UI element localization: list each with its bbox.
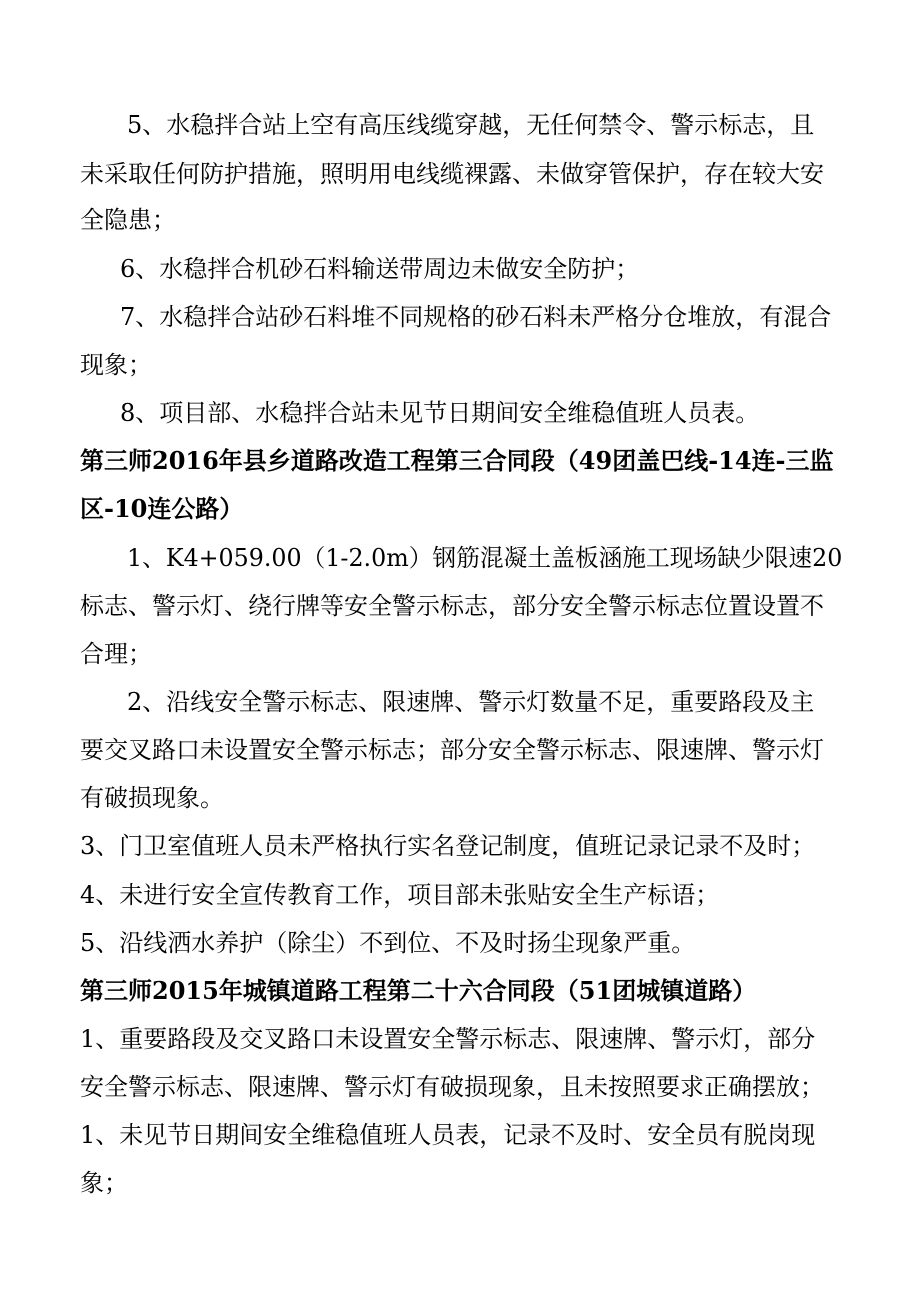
paragraph-line: 5、水稳拌合站上空有高压线缆穿越，无任何禁令、警示标志，且 — [127, 111, 815, 139]
paragraph-line: 现象； — [80, 351, 152, 379]
paragraph-line: 6、水稳拌合机砂石料输送带周边未做安全防护； — [120, 255, 640, 283]
section-heading: 第三师2015年城镇道路工程第二十六合同段（51团城镇道路） — [80, 976, 757, 1005]
paragraph-line: 5、沿线洒水养护（除尘）不到位、不及时扬尘现象严重。 — [80, 929, 696, 957]
paragraph-line: 未采取任何防护措施，照明用电线缆裸露、未做穿管保护，存在较大安 — [80, 160, 824, 188]
paragraph-line: 合理； — [80, 640, 152, 668]
paragraph-line: 1、未见节日期间安全维稳值班人员表，记录不及时、安全员有脱岗现 — [80, 1121, 816, 1149]
paragraph-line: 全隐患； — [80, 206, 176, 234]
paragraph-line: 3、门卫室值班人员未严格执行实名登记制度，值班记录记录不及时； — [80, 832, 816, 860]
paragraph-line: 安全警示标志、限速牌、警示灯有破损现象，且未按照要求正确摆放； — [80, 1073, 824, 1101]
paragraph-line: 2、沿线安全警示标志、限速牌、警示灯数量不足，重要路段及主 — [127, 688, 815, 716]
paragraph-line: 有破损现象。 — [80, 784, 224, 812]
paragraph-line: 7、水稳拌合站砂石料堆不同规格的砂石料未严格分仓堆放，有混合 — [120, 303, 832, 331]
section-heading: 第三师2016年县乡道路改造工程第三合同段（49团盖巴线-14连-三监 — [80, 446, 834, 475]
paragraph-line: 1、重要路段及交叉路口未设置安全警示标志、限速牌、警示灯，部分 — [80, 1025, 816, 1053]
paragraph-line: 要交叉路口未设置安全警示标志；部分安全警示标志、限速牌、警示灯 — [80, 736, 824, 764]
section-heading: 区-10连公路） — [80, 494, 244, 523]
paragraph-line: 象； — [80, 1169, 128, 1197]
paragraph-line: 4、未进行安全宣传教育工作，项目部未张贴安全生产标语； — [80, 881, 720, 909]
paragraph-line: 8、项目部、水稳拌合站未见节日期间安全维稳值班人员表。 — [120, 399, 760, 427]
paragraph-line: 标志、警示灯、绕行牌等安全警示标志，部分安全警示标志位置设置不 — [80, 592, 824, 620]
paragraph-line: 1、K4+059.00（1-2.0m）钢筋混凝土盖板涵施工现场缺少限速20 — [127, 544, 843, 572]
